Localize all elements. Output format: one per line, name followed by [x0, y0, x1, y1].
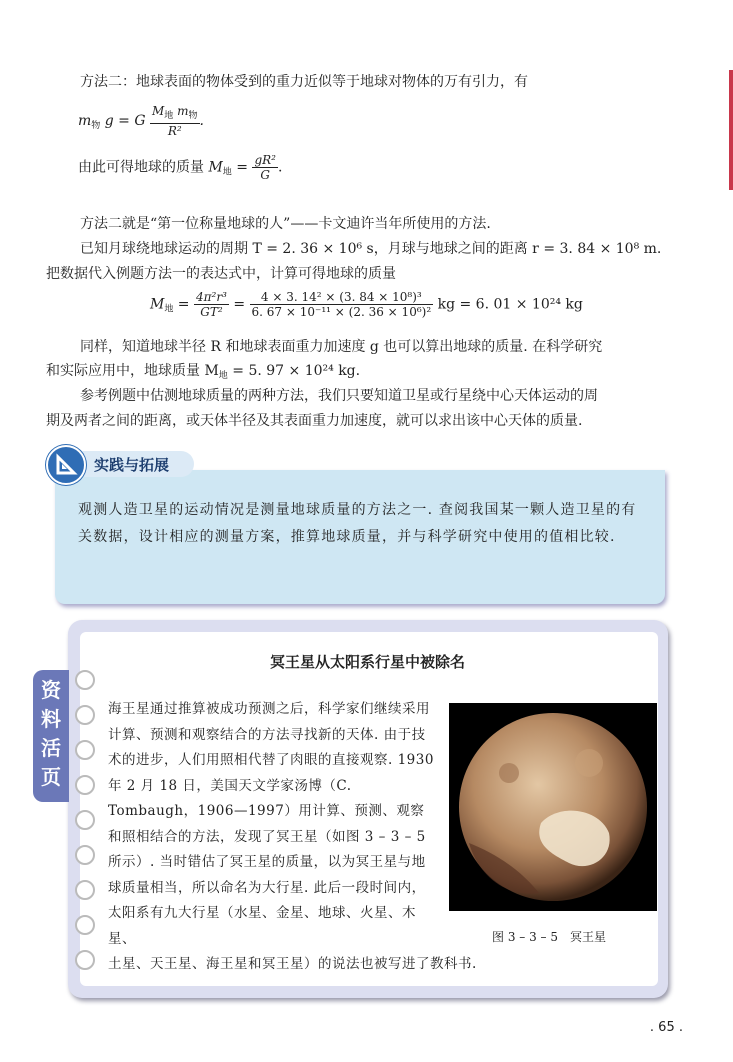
binder-ring-icon — [75, 670, 95, 690]
practice-text: 观测人造卫星的运动情况是测量地球质量的方法之一. 查阅我国某一颗人造卫星的有关数据，设计相应的测量方案，推算地球质量，并与科学研究中使用的值相比较. — [78, 502, 637, 545]
para-same-a: 同样，知道地球半径 R 和地球表面重力加速度 g 也可以算出地球的质量. 在科学研究 — [80, 339, 603, 355]
figure-caption: 图 3 – 3 – 5 冥王星 — [492, 930, 606, 944]
method2-intro: 方法二：地球表面的物体受到的重力近似等于地球对物体的万有引力，有 — [80, 74, 528, 90]
page-number: . 65 . — [649, 1020, 683, 1035]
edge-color-bar — [729, 70, 733, 190]
binder-ring-icon — [75, 880, 95, 900]
info-text: 海王星通过推算被成功预测之后，科学家们继续采用计算、预测和观察结合的方法寻找新的天体. 由于技术的进步，人们用照相代替了肉眼的直接观察. 1930 年 2 月 18 日，美国天文学家汤博（C. Tombaugh，1906—1997）用计算、预测、观察和照相结合的方法，发现了冥王星（如图 3 – 3 – 5 所示）. 当时错估了冥王星的质量，以为冥王星与地球质量相当，所以命名为大行星. 此后一段时间内，太阳系有九大行星（水星、金星、地球、火星、木星、 土星、天王星、海王星和冥王星）的说法也被写进了教科书. — [108, 701, 477, 972]
big-formula: $M_地$ = $\frac{\text{4π²r³}}{\text{GT²}}$ = $\frac{\text{4 × 3. 14² × (3. 84 × 10⁸)³}}{\text{6. 67 × 10⁻¹¹ × (2. 36 × 10⁶)²}}$ kg = 6. 01 × 10²⁴ kg — [150, 290, 583, 319]
pluto-image — [449, 703, 657, 911]
binder-ring-icon — [75, 810, 95, 830]
para-cavendish: 方法二就是“第一位称量地球的人”——卡文迪许当年所使用的方法. — [80, 216, 491, 232]
binder-ring-icon — [75, 915, 95, 935]
formula-gravity: $m_物$ g = G $\frac{M_地 m_物}{\text{R²}}$ . — [78, 104, 204, 138]
para-ref-a: 参考例题中估测地球质量的两种方法，我们只要知道卫星或行星绕中心天体运动的周 — [80, 388, 598, 404]
para-known-b: 把数据代入例题方法一的表达式中，计算可得地球的质量 — [46, 266, 396, 282]
binder-ring-icon — [75, 950, 95, 970]
practice-title: 实践与拓展 — [94, 456, 170, 474]
triangle-ruler-icon — [46, 445, 86, 485]
para-same-b: 和实际应用中，地球质量 $M_地 = 5$. 97 × 10²⁴ kg. — [46, 363, 361, 381]
para-known-a: 已知月球绕地球运动的周期 T = 2. 36 × 10⁶ s，月球与地球之间的距离 r = 3. 84 × 10⁸ m. — [80, 241, 662, 257]
binder-ring-icon — [75, 845, 95, 865]
binder-ring-icon — [75, 775, 95, 795]
para-ref-b: 期及两者之间的距离，或天体半径及其表面重力加速度，就可以求出该中心天体的质量. — [46, 413, 583, 429]
binder-ring-icon — [75, 740, 95, 760]
formula-mass-earth: 由此可得地球的质量 $M_地$ = $\frac{\text{gR²}}{G}$ . — [78, 153, 283, 182]
practice-header — [46, 445, 196, 483]
info-tab-label: 资料活页 — [41, 678, 61, 789]
info-title: 冥王星从太阳系行星中被除名 — [270, 653, 466, 671]
binder-ring-icon — [75, 705, 95, 725]
